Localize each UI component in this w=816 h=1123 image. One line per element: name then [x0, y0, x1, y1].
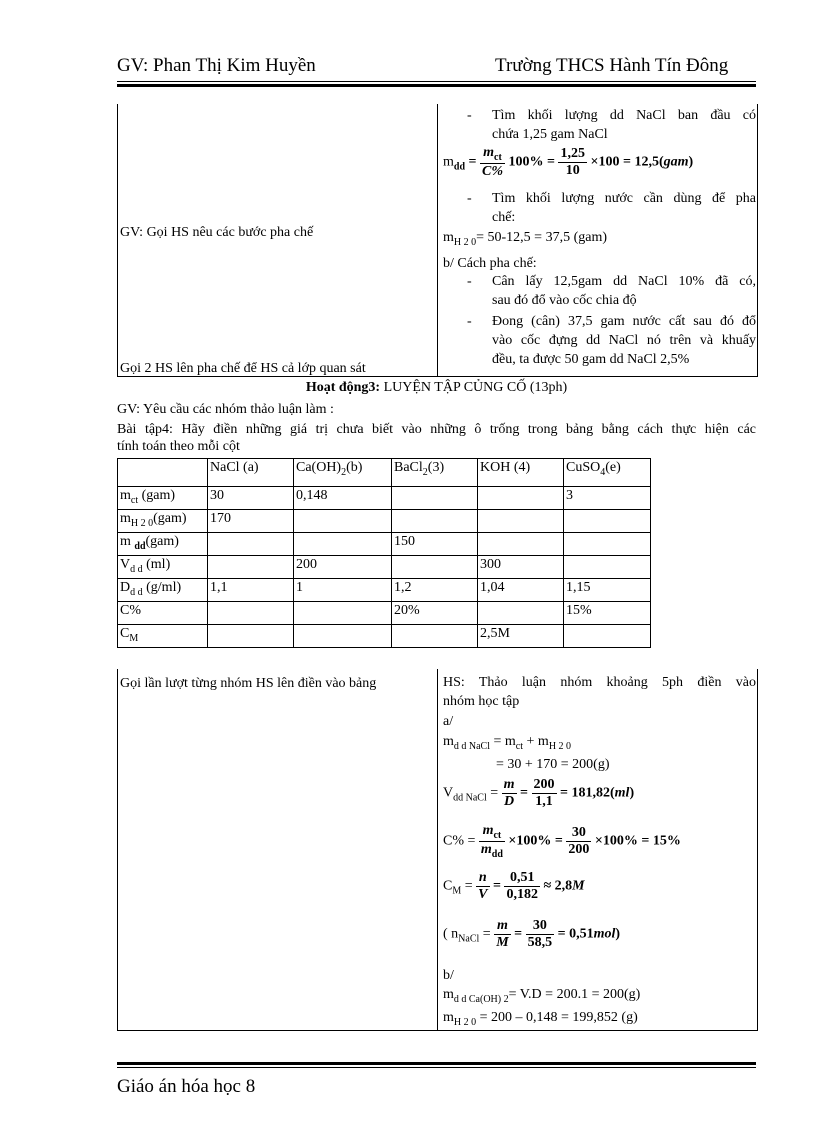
footer-text: Giáo án hóa học 8: [117, 1076, 256, 1097]
table-row: [118, 556, 651, 579]
header-teacher: GV: Phan Thị Kim Huyền: [117, 55, 316, 76]
cell: [392, 625, 478, 648]
water-calc: $m_{H 2 0}= 50-12,5 = 37,5$ (gam): [443, 230, 608, 248]
cell: 300: [478, 556, 564, 579]
row-label: $m_{H 2 0}(gam)$: [118, 510, 208, 533]
table-row: [118, 579, 651, 602]
table-row: [118, 487, 651, 510]
table-row: [118, 533, 651, 556]
molar-concentration-formula: $C_M$ = $\frac{n}{V}$ = $\frac{0,51}{0,182}$ ≈ 2,8M: [443, 870, 585, 902]
row-label: $V_{d d}$ (ml): [118, 556, 208, 579]
row-label: C%: [118, 602, 208, 625]
cell: 1,1: [208, 579, 294, 602]
volume-formula: $V_{dd NaCl}$ = $\frac{m}{D}$ = $\frac{200}{1,1}$ = 181,82(ml): [443, 777, 635, 809]
row-label: $D_{d d}$ (g/ml): [118, 579, 208, 602]
table-row: [118, 510, 651, 533]
section-b-label: b/ Cách pha chế:: [443, 256, 537, 271]
cell: [208, 533, 294, 556]
table-row: [118, 602, 651, 625]
row-label: $m_{ct}$ (gam): [118, 487, 208, 510]
data-table: [117, 458, 651, 648]
formula-mass-dd: $m_{dd}$ = $\frac{m_{ct}}{C\%}$ 100% = $\frac{1,25}{10}$ ×100 = 12,5(gam): [443, 145, 694, 179]
cell: 20%: [392, 602, 478, 625]
table-header-row: [118, 459, 651, 487]
exercise-line1: Bài tập4: Hãy điền những giá trị chưa biết vào những ô trống trong bảng bằng cách thực hiện các: [117, 422, 756, 437]
part-a-label: a/: [443, 714, 454, 729]
top-table-divider: [437, 104, 438, 377]
exercise-line2: tính toán theo mỗi cột: [117, 439, 240, 454]
cell: 1,04: [478, 579, 564, 602]
cell: [208, 602, 294, 625]
m-water-formula: $m_{H 2 0} = 200 - 0,148 = 199,852$ (g): [443, 1010, 638, 1028]
cell: 150: [392, 533, 478, 556]
cell: 1,2: [392, 579, 478, 602]
cell: [564, 625, 651, 648]
cell: [294, 533, 392, 556]
cell: [478, 487, 564, 510]
cell: [478, 510, 564, 533]
hs-discuss-line1: HS: Thảo luận nhóm khoảng 5ph điền vào: [443, 675, 756, 690]
call-students: Gọi 2 HS lên pha chế để HS cả lớp quan sát: [120, 361, 366, 376]
bullet-measure: - Đong (cân) 37,5 gam nước cất sau đó đổ vào cốc đựng dd NaCl nó trên và khuấy đều, ta được 50 gam dd NaCl 2,5%: [467, 314, 756, 367]
header-cell: CuSO$_4$(e): [564, 459, 651, 487]
cell: 1,15: [564, 579, 651, 602]
cell: [478, 533, 564, 556]
hs-discuss-line2: nhóm học tập: [443, 694, 520, 709]
row-label: $C_M$: [118, 625, 208, 648]
row-label: m $_{dd}$(gam): [118, 533, 208, 556]
cell: [392, 487, 478, 510]
bullet-weigh: - Cân lấy 12,5gam dd NaCl 10% đã có, sau đó đổ vào cốc chia độ: [467, 274, 756, 308]
footer-rule-thick: [117, 1062, 756, 1065]
header-cell: [118, 459, 208, 487]
header-rule-thick: [117, 84, 756, 87]
cell: 15%: [564, 602, 651, 625]
activity3-title: Hoạt động3: LUYỆN TẬP CỦNG CỐ (13ph): [305, 380, 568, 395]
cell: [478, 602, 564, 625]
call-groups: Gọi lần lượt từng nhóm HS lên điền vào bảng: [120, 676, 377, 691]
cell: [208, 625, 294, 648]
cell: 1: [294, 579, 392, 602]
cell: 30: [208, 487, 294, 510]
cell: 200: [294, 556, 392, 579]
cell: [564, 510, 651, 533]
m-dd-formula: $m_{d d NaCl} = m_{ct} + m_{H 2 0}$: [443, 734, 572, 752]
header-cell: $Ca(OH)_2(b)$: [294, 459, 392, 487]
m-caoh-formula: $m_{d d Ca(OH) 2}= V.D = 200.1 = 200(g)$: [443, 987, 641, 1005]
m-dd-calc: = 30 + 170 = 200(g): [496, 757, 610, 772]
cell: 2,5M: [478, 625, 564, 648]
part-b-label: b/: [443, 968, 454, 983]
cell: [564, 556, 651, 579]
header-rule-thin: [117, 81, 756, 82]
cell: [294, 602, 392, 625]
concentration-percent-formula: C% = $\frac{m_{ct}}{m_{dd}}$ ×100% = $\frac{30}{200}$ ×100% = 15%: [443, 823, 681, 860]
cell: 170: [208, 510, 294, 533]
footer-rule-thin: [117, 1067, 756, 1068]
cell: [392, 510, 478, 533]
header-school: Trường THCS Hành Tín Đông: [495, 55, 729, 76]
cell: [392, 556, 478, 579]
bullet-find-mass: - Tìm khối lượng dd NaCl ban đầu có chứa 1,25 gam NaCl: [467, 108, 756, 142]
header-cell: KOH (4): [478, 459, 564, 487]
bottom-table-divider: [437, 669, 438, 1031]
cell: [564, 533, 651, 556]
header-cell: NaCl (a): [208, 459, 294, 487]
cell: 0,148: [294, 487, 392, 510]
activity3-teacher: GV: Yêu cầu các nhóm thảo luận làm :: [117, 402, 334, 417]
cell: [294, 625, 392, 648]
cell: 3: [564, 487, 651, 510]
teacher-prompt: GV: Gọi HS nêu các bước pha chế: [120, 225, 314, 240]
cell: [294, 510, 392, 533]
moles-formula: ( $n_{NaCl}$ = $\frac{m}{M}$ = $\frac{30}{58,5}$ = 0,51mol): [443, 918, 621, 950]
table-row: [118, 625, 651, 648]
header-cell: BaCl$_2$(3): [392, 459, 478, 487]
bullet-find-water: - Tìm khối lượng nước cần dùng để pha chế:: [467, 191, 756, 225]
cell: [208, 556, 294, 579]
